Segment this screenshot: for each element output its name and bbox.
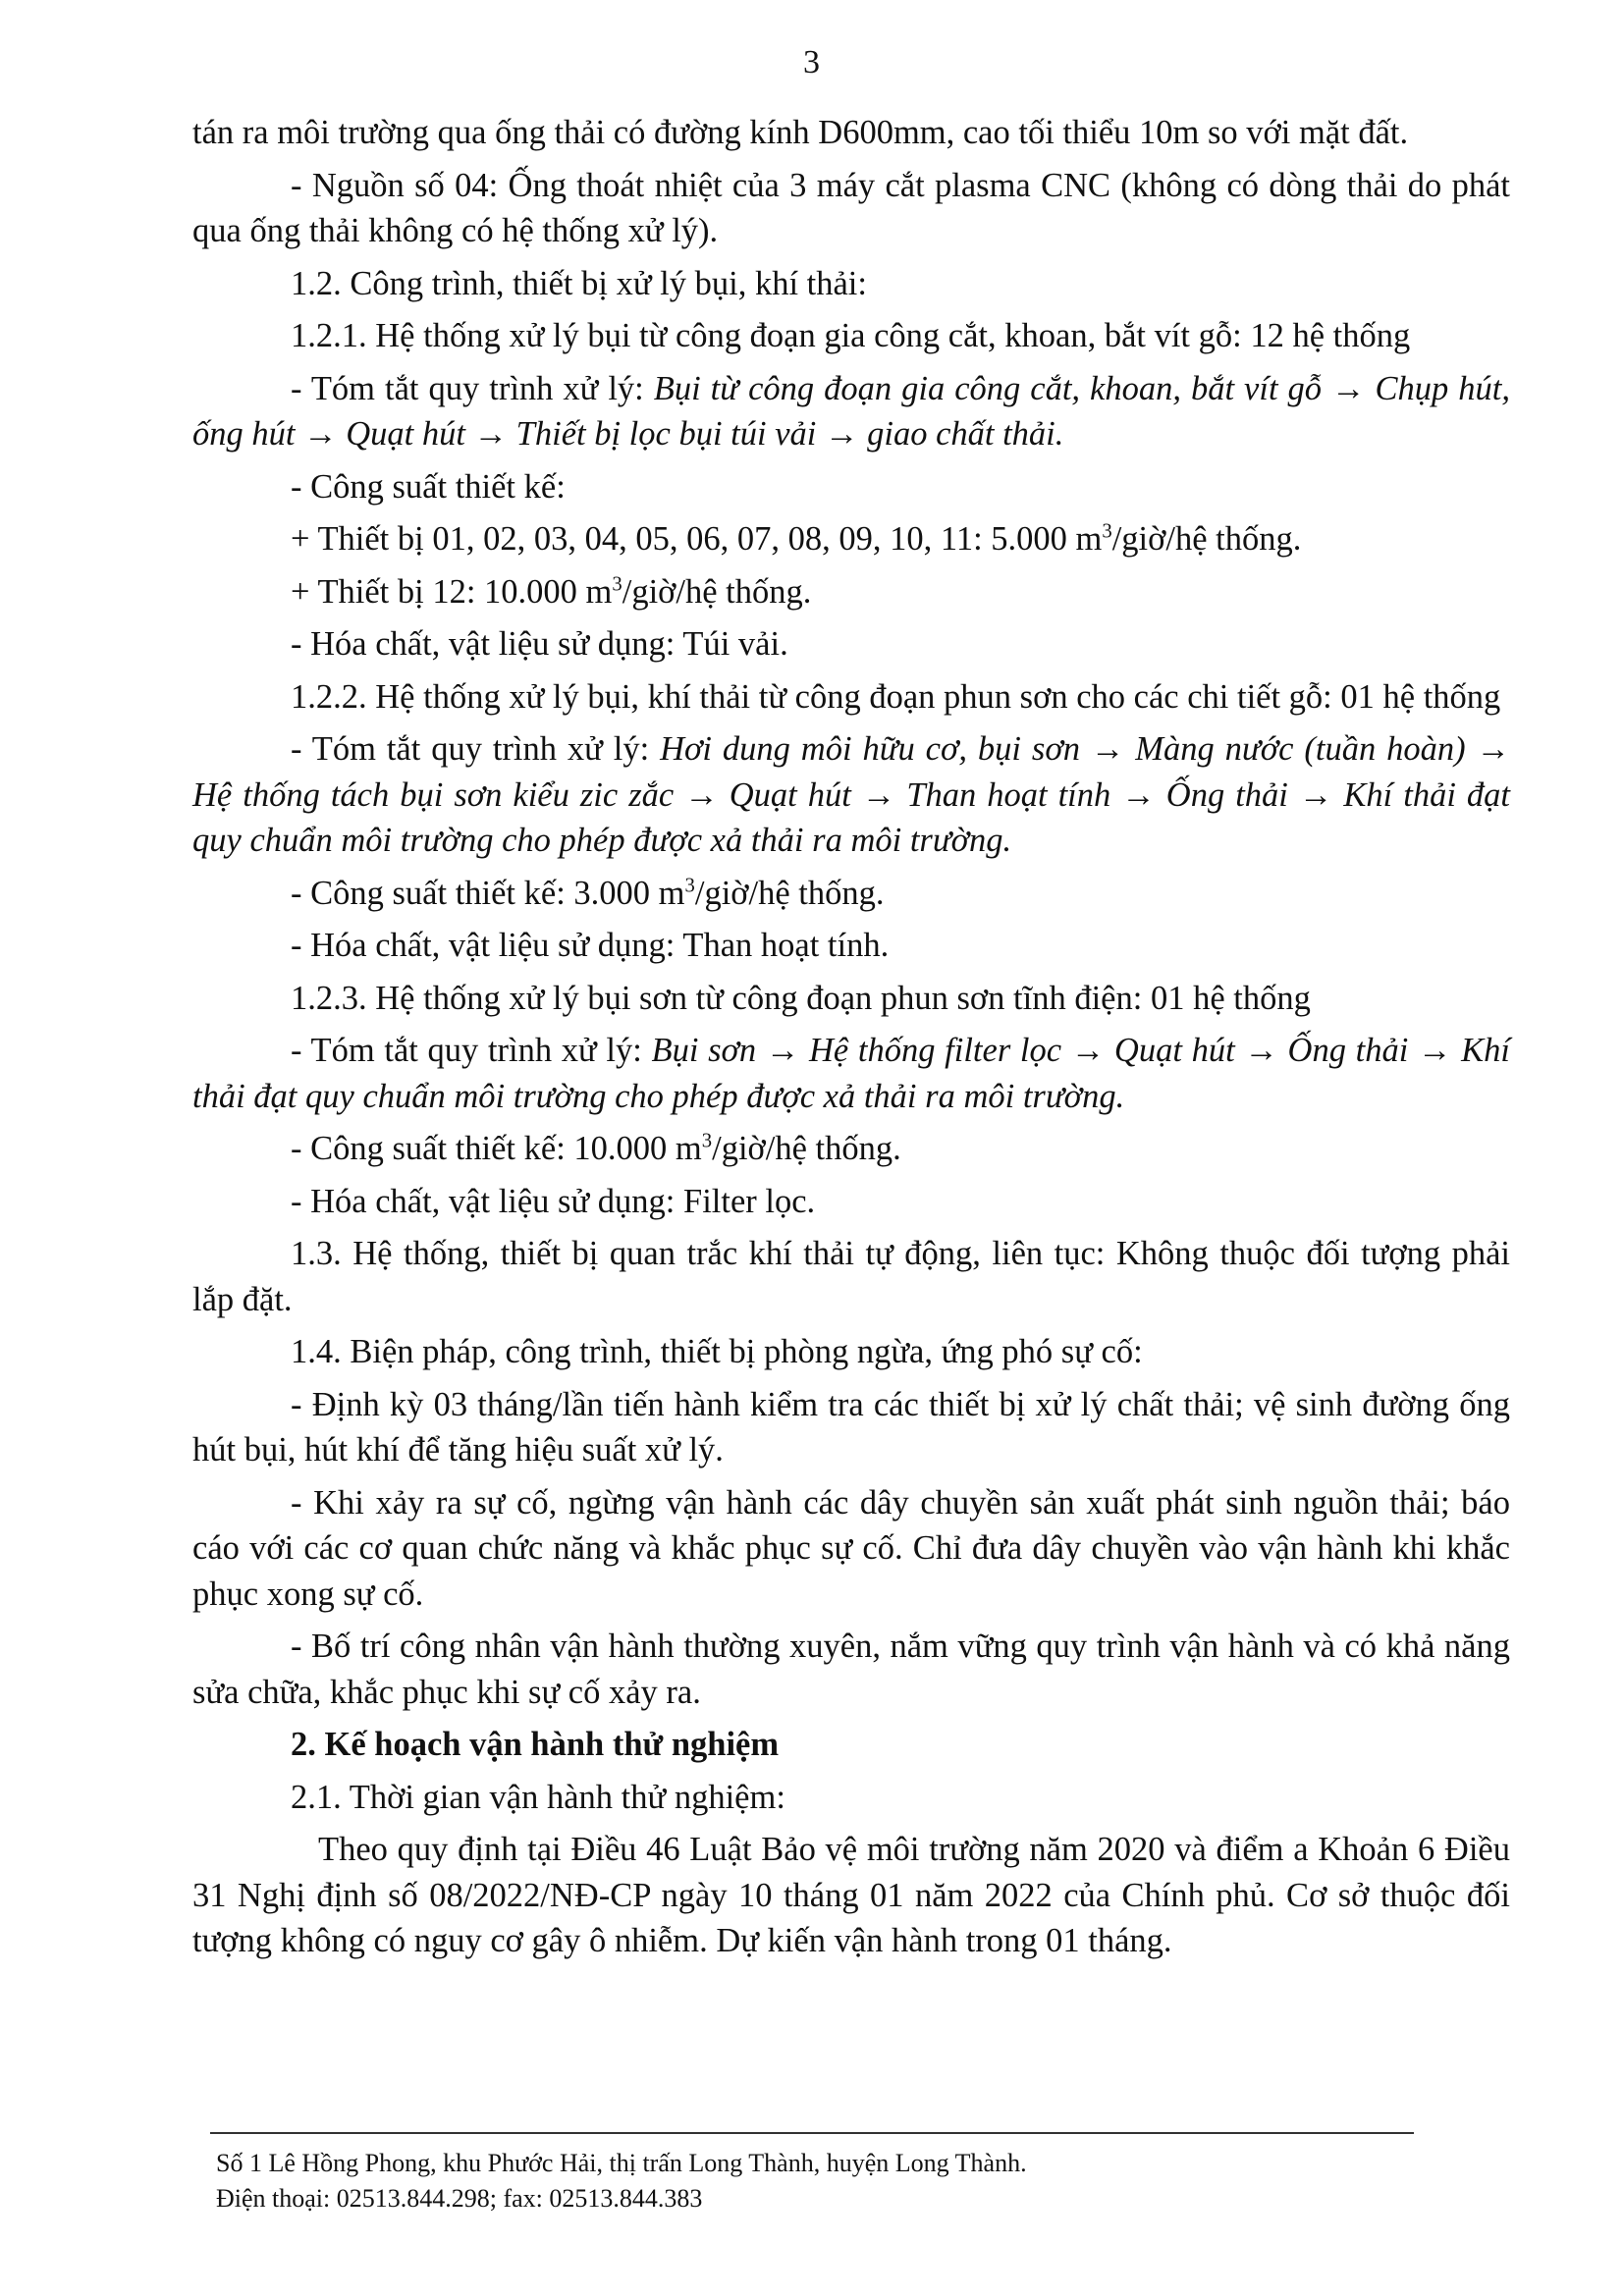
superscript: 3 <box>1102 520 1112 543</box>
subsection-heading: 1.2.3. Hệ thống xử lý bụi sơn từ công đoạn phun sơn tĩnh điện: 01 hệ thống <box>291 979 1311 1017</box>
superscript: 3 <box>701 1130 713 1152</box>
section-heading: 2.1. Thời gian vận hành thử nghiệm: <box>291 1778 785 1816</box>
process-summary <box>192 366 1510 457</box>
section-heading: 1.2. Công trình, thiết bị xử lý bụi, khí thải: <box>291 264 867 302</box>
footer-address: Số 1 Lê Hồng Phong, khu Phước Hải, thị trấn Long Thành, huyện Long Thành. <box>216 2149 1027 2177</box>
process-summary-text: Bụi sơn → Hệ thống filter lọc → Quạt hút → Ống thải → Khí thải đạt quy chuẩn môi trường cho phép được xả thải ra môi trường. <box>192 1032 1510 1115</box>
footer-contact: Điện thoại: 02513.844.298; fax: 02513.844.383 <box>216 2184 703 2213</box>
paragraph: - Hóa chất, vật liệu sử dụng: Filter lọc. <box>291 1182 816 1220</box>
process-summary-text: Hơi dung môi hữu cơ, bụi sơn → Màng nước (tuần hoàn) → Hệ thống tách bụi sơn kiểu zic zắc → Quạt hút → Than hoạt tính → Ống thải → Khí thải đạt quy chuẩn môi trường cho phép được xả thải ra môi trường. <box>192 730 1510 859</box>
capacity-line <box>192 1126 1510 1172</box>
footer-divider <box>210 2132 1414 2134</box>
capacity-text: - Công suất thiết kế: 10.000 m <box>291 1130 702 1167</box>
process-summary-lead: - Tóm tắt quy trình xử lý: <box>291 730 661 768</box>
section-heading-bold: 2. Kế hoạch vận hành thử nghiệm <box>291 1726 780 1763</box>
superscript: 3 <box>684 875 695 896</box>
footer <box>216 2146 1414 2216</box>
process-summary <box>192 1028 1510 1119</box>
paragraph: Theo quy định tại Điều 46 Luật Bảo vệ môi trường năm 2020 và điểm a Khoản 6 Điều 31 Nghị định số 08/2022/NĐ-CP ngày 10 tháng 01 năm 2022 của Chính phủ. Cơ sở thuộc đối tượng không có nguy cơ gây ô nhiễm. Dự kiến vận hành trong 01 tháng. <box>192 1831 1510 1959</box>
subsection-heading: 1.2.1. Hệ thống xử lý bụi từ công đoạn gia công cắt, khoan, bắt vít gỗ: 12 hệ thống <box>291 317 1411 354</box>
paragraph: - Nguồn số 04: Ống thoát nhiệt của 3 máy cắt plasma CNC (không có dòng thải do phát qua ống thải không có hệ thống xử lý). <box>192 166 1510 249</box>
paragraph: tán ra môi trường qua ống thải có đường kính D600mm, cao tối thiểu 10m so với mặt đất. <box>192 114 1409 151</box>
process-summary-text: Bụi từ công đoạn gia công cắt, khoan, bắt vít gỗ → Chụp hút, ống hút → Quạt hút → Thiết bị lọc bụi túi vải → giao chất thải. <box>192 369 1510 453</box>
section-heading: 1.3. Hệ thống, thiết bị quan trắc khí thải tự động, liên tục: Không thuộc đối tượng phải lắp đặt. <box>192 1235 1510 1318</box>
paragraph: - Bố trí công nhân vận hành thường xuyên, nắm vững quy trình vận hành và có khả năng sửa chữa, khắc phục khi sự cố xảy ra. <box>192 1628 1510 1711</box>
capacity-unit: /giờ/hệ thống. <box>712 1130 901 1167</box>
superscript: 3 <box>612 573 622 595</box>
capacity-text: - Công suất thiết kế: 3.000 m <box>291 874 685 912</box>
capacity-text: + Thiết bị 01, 02, 03, 04, 05, 06, 07, 08, 09, 10, 11: 5.000 m <box>291 520 1103 558</box>
section-heading: 1.4. Biện pháp, công trình, thiết bị phòng ngừa, ứng phó sự cố: <box>291 1333 1143 1370</box>
capacity-line <box>192 516 1510 562</box>
capacity-unit: /giờ/hệ thống. <box>622 572 812 611</box>
paragraph: - Hóa chất, vật liệu sử dụng: Than hoạt tính. <box>291 927 890 964</box>
paragraph: - Khi xảy ra sự cố, ngừng vận hành các dây chuyền sản xuất phát sinh nguồn thải; báo cáo với các cơ quan chức năng và khắc phục sự cố. Chỉ đưa dây chuyền vào vận hành khi khắc phục xong sự cố. <box>192 1483 1510 1613</box>
capacity-text: + Thiết bị 12: 10.000 m <box>291 572 613 611</box>
document-body <box>192 110 1510 1971</box>
capacity-line <box>192 569 1510 615</box>
capacity-unit: /giờ/hệ thống. <box>1111 520 1302 558</box>
process-summary-lead: - Tóm tắt quy trình xử lý: <box>291 369 654 407</box>
paragraph: - Định kỳ 03 tháng/lần tiến hành kiểm tra các thiết bị xử lý chất thải; vệ sinh đường ống hút bụi, hút khí để tăng hiệu suất xử lý. <box>192 1385 1510 1468</box>
subsection-heading: 1.2.2. Hệ thống xử lý bụi, khí thải từ công đoạn phun sơn cho các chi tiết gỗ: 01 hệ thống <box>291 677 1501 716</box>
process-summary-lead: - Tóm tắt quy trình xử lý: <box>291 1032 652 1069</box>
paragraph: - Hóa chất, vật liệu sử dụng: Túi vải. <box>291 625 788 663</box>
capacity-unit: /giờ/hệ thống. <box>694 874 885 912</box>
process-summary <box>192 726 1510 864</box>
page-number: 3 <box>803 44 820 80</box>
paragraph: - Công suất thiết kế: <box>291 467 566 506</box>
capacity-line <box>192 871 1510 917</box>
